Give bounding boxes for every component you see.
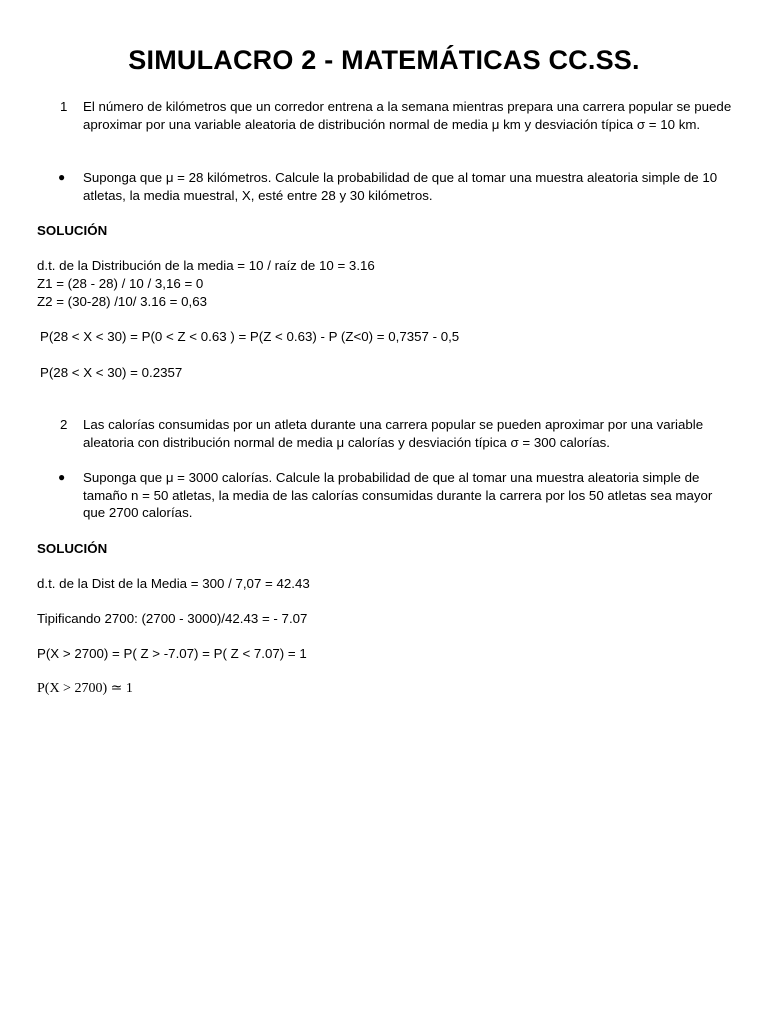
problem-2-question <box>36 469 736 522</box>
problem-1-solution-result: P(28 < X < 30) = 0.2357 <box>40 365 183 380</box>
problem-2-solution-result: P(X > 2700) ≃ 1 <box>37 681 133 696</box>
problem-2-solution-line: d.t. de la Dist de la Media = 300 / 7,07 = 42.43 <box>37 576 310 591</box>
problem-1-solution-line: P(28 < X < 30) = P(0 < Z < 0.63 ) = P(Z < 0.63) - P (Z<0) = 0,7357 - 0,5 <box>40 329 460 344</box>
problem-1-text: El número de kilómetros que un corredor entrena a la semana mientras prepara una carrera popular se puede aproximar por una variable aleatoria de distribución normal de media μ km y desviación típica σ = 10 km. <box>83 99 732 132</box>
problem-2-number: 2 <box>60 417 68 432</box>
bullet-icon: ● <box>58 470 66 484</box>
problem-1-solution-label: SOLUCIÓN <box>37 223 108 238</box>
problem-1-statement <box>36 98 736 133</box>
problem-1-solution-line: Z2 = (30-28) /10/ 3.16 = 0,63 <box>37 294 208 309</box>
problem-1-question-text: Suponga que μ = 28 kilómetros. Calcule la probabilidad de que al tomar una muestra aleatoria simple de 10 atletas, la media muestral, X, esté entre 28 y 30 kilómetros. <box>83 170 718 203</box>
problem-2-statement <box>36 416 736 451</box>
problem-2-solution-line: Tipificando 2700: (2700 - 3000)/42.43 = - 7.07 <box>37 611 308 626</box>
problem-1-solution-line: d.t. de la Distribución de la media = 10 / raíz de 10 = 3.16 <box>37 258 375 273</box>
problem-2-question-text: Suponga que μ = 3000 calorías. Calcule la probabilidad de que al tomar una muestra aleatoria simple de tamaño n = 50 atletas, la media de las calorías consumidas durante la carrera por los 50 atletas sea mayor que 2700 calorías. <box>83 470 713 520</box>
problem-2-solution-label: SOLUCIÓN <box>37 541 108 556</box>
bullet-icon: ● <box>58 170 66 184</box>
problem-1-solution-line: Z1 = (28 - 28) / 10 / 3,16 = 0 <box>37 276 204 291</box>
page-title: SIMULACRO 2 - MATEMÁTICAS CC.SS. <box>128 45 640 75</box>
problem-2-text: Las calorías consumidas por un atleta durante una carrera popular se pueden aproximar por una variable aleatoria con distribución normal de media μ calorías y desviación típica σ = 300 calorías. <box>83 417 704 450</box>
problem-1-question <box>36 169 736 204</box>
problem-1-number: 1 <box>60 99 68 114</box>
problem-2-solution-line: P(X > 2700) = P( Z > -7.07) = P( Z < 7.07) = 1 <box>37 646 307 661</box>
